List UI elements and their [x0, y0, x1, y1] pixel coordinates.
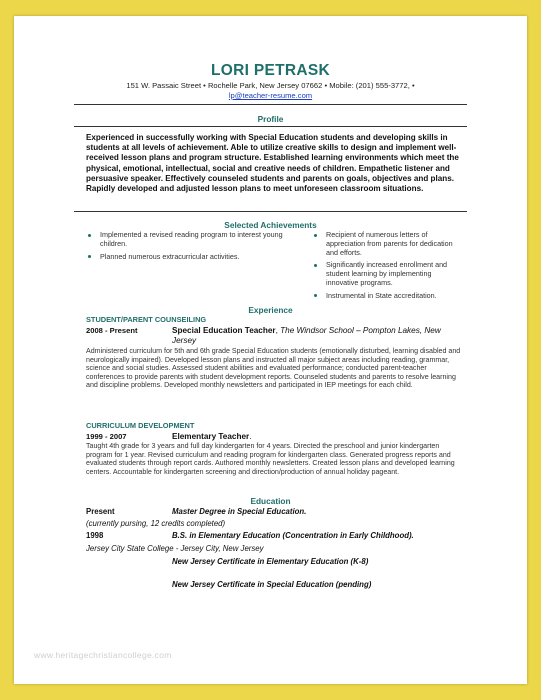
degree-title: B.S. in Elementary Education (Concentration in Early Childhood).	[172, 531, 414, 540]
list-item: Significantly increased enrollment and student learning by implementing innovative programs.	[312, 261, 462, 287]
job-title: Special Education Teacher, The Windsor School – Pompton Lakes, New Jersey	[172, 326, 441, 345]
bullet-icon	[314, 294, 317, 297]
experience-heading: Experience	[248, 305, 293, 315]
job-description: Administered curriculum for 5th and 6th grade Special Education students (emotionally disturbed, learning disabled and neurologically impaired). Developed lesson plans and instructed all major subject areas including reading, grammar, science and social studies. Assessed student abilities and evaluated performance; conducted parent-teacher conferences to provide parents with student development reports. Counseled students and parents to resolve learning and discipline problems. Developed monthly newsletters and participated in IEP meetings for each child.	[86, 347, 461, 390]
bullet-icon	[88, 234, 91, 237]
achievements-left	[86, 231, 311, 265]
education-heading: Education	[250, 496, 291, 506]
address-line: 151 W. Passaic Street • Rochelle Park, New Jersey 07662 • Mobile: (201) 555-3772,	[126, 81, 410, 90]
bullet-icon	[314, 234, 317, 237]
school-name: Jersey City State College - Jersey City, New Jersey	[86, 544, 264, 553]
bullet-icon	[88, 255, 91, 258]
degree-title: Master Degree in Special Education.	[172, 507, 307, 516]
bullet-icon	[314, 264, 317, 267]
job-role: Special Education Teacher	[172, 326, 276, 335]
watermark: www.heritagechristiancollege.com	[34, 650, 172, 660]
email-link[interactable]: lp@teacher-resume.com	[228, 91, 313, 100]
job-dates: 1999 - 2007	[86, 432, 127, 441]
profile-text: Experienced in successfully working with Special Education students and developing skills in students at all levels of achievement. Able to utilize creative skills to design and implement well-received lesson plans and program structure. Established learning environments which meet the physical, emotional, intellectual, social and creative needs of children. Empathetic listener and persuasive speaker. Effectively counseled students and parents on goals, objectives and plans. Rapidly developed and adjusted lesson plans to meet unforeseen classroom situations.	[86, 133, 459, 194]
education-date: 1998	[86, 531, 104, 540]
job-dates: 2008 - Present	[86, 326, 138, 335]
certificate: New Jersey Certificate in Elementary Education (K-8)	[172, 557, 369, 566]
job-employer: The Windsor School – Pompton Lakes, New Jersey	[172, 326, 441, 345]
divider	[74, 126, 467, 127]
certificate: New Jersey Certificate in Special Education (pending)	[172, 580, 372, 589]
list-item: Instrumental in State accreditation.	[312, 292, 462, 301]
divider	[74, 104, 467, 105]
contact-info: 151 W. Passaic Street • Rochelle Park, New Jersey 07662 • Mobile: (201) 555-3772, • lp@teacher-resume.com	[126, 81, 415, 100]
list-item: Planned numerous extracurricular activities.	[86, 253, 311, 262]
job-category: CURRICULUM DEVELOPMENT	[86, 421, 195, 430]
job-description: Taught 4th grade for 3 years and full day kindergarten for 4 years. Directed the preschool and junior kindergarten program for 1 year. Revised curriculum and reading program for kindergarten class. Generated progress reports and evaluated students through report cards. Authored monthly newsletters. Created lesson plans and developed learning centers. Accountable for kindergarten screening and direction/production of annual holiday pageant.	[86, 442, 455, 476]
degree-note: (currently pursing, 12 credits completed)	[86, 519, 226, 528]
education-date: Present	[86, 507, 115, 516]
job-role: Elementary Teacher	[172, 432, 250, 441]
candidate-name: LORI PETRASK	[211, 62, 330, 79]
achievements-right	[312, 231, 462, 305]
list-item: Recipient of numerous letters of appreciation from parents for dedication and efforts.	[312, 231, 462, 257]
job-category: STUDENT/PARENT COUNSEILING	[86, 315, 207, 324]
profile-heading: Profile	[257, 114, 284, 124]
list-item: Implemented a revised reading program to interest young children.	[86, 231, 311, 249]
divider	[74, 211, 467, 212]
resume-page	[14, 16, 527, 684]
job-title: Elementary Teacher.	[172, 432, 252, 441]
achievements-heading: Selected Achievements	[224, 220, 317, 230]
